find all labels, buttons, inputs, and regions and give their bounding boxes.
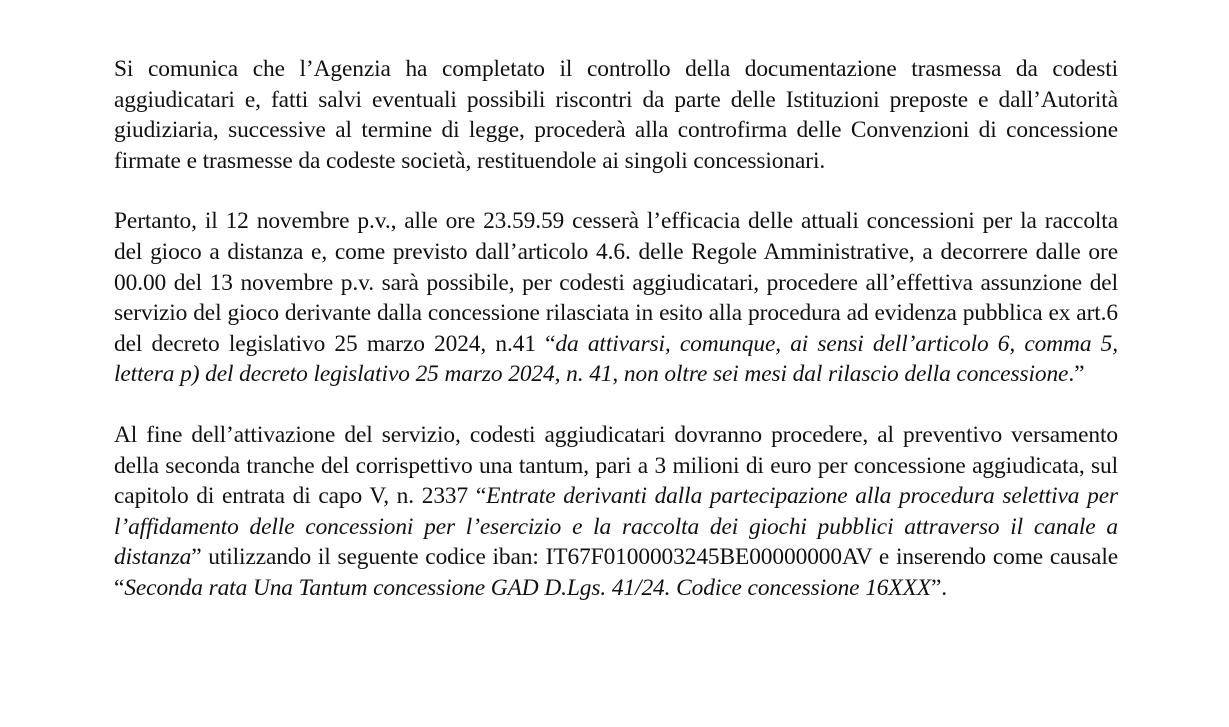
paragraph-1-text: Si comunica che l’Agenzia ha completato il controllo della documentazione trasmessa da codesti aggiudicatari e, fatti salvi eventuali possibili riscontri da parte delle Istituzioni preposte e dall’Autorità giudiziaria, successive al termine di legge, procederà alla controfirma delle Convenzioni di concessione firmate e trasmesse da codeste società, restituendole ai singoli concessionari. [114,56,1118,174]
paragraph-3-causale: Seconda rata Una Tantum concessione GAD D.Lgs. 41/24. Codice concessione 16XXX [124,574,931,601]
paragraph-2 [114,206,1118,390]
paragraph-2-quote: da attivarsi, comunque, ai sensi dell’articolo 6, comma 5, lettera p) del decreto legislativo 25 marzo 2024, n. 41, non oltre sei mesi dal rilascio della concessione [114,330,1118,388]
paragraph-2-text: Pertanto, il 12 novembre p.v., alle ore 23.59.59 cesserà l’efficacia delle attuali concessioni per la raccolta del gioco a distanza e, come previsto dall’articolo 4.6. delle Regole Amministrative, a decorrere dalle ore 00.00 del 13 novembre p.v. sarà possibile, per codesti aggiudicatari, procedere all’effettiva assunzione del servizio del gioco derivante dalla concessione rilasciata in esito alla procedura ad evidenza pubblica ex art.6 del decreto legislativo 25 marzo 2024, n.41 “ [114,208,1118,357]
paragraph-2-end: .” [1068,361,1085,388]
paragraph-3-end: ”. [930,574,947,601]
paragraph-3-text: Al fine dell’attivazione del servizio, codesti aggiudicatari dovranno procedere, al preventivo versamento della seconda tranche del corrispettivo una tantum, pari a 3 milioni di euro per concessione aggiudicata, sul capitolo di entrata di capo V, n. 2337 “ [114,421,1118,510]
paragraph-1 [114,54,1118,176]
paragraph-3 [114,420,1118,604]
paragraph-3-chapter-title: Entrate derivanti dalla partecipazione alla procedura selettiva per l’affidamento delle concessioni per l’esercizio e la raccolta dei giochi pubblici attraverso il canale a distanza [114,483,1118,571]
document-body [114,54,1118,634]
paragraph-3-iban-text: ” utilizzando il seguente codice iban: IT67F0100003245BE00000000AV e inserendo come causale “ [114,544,1118,601]
